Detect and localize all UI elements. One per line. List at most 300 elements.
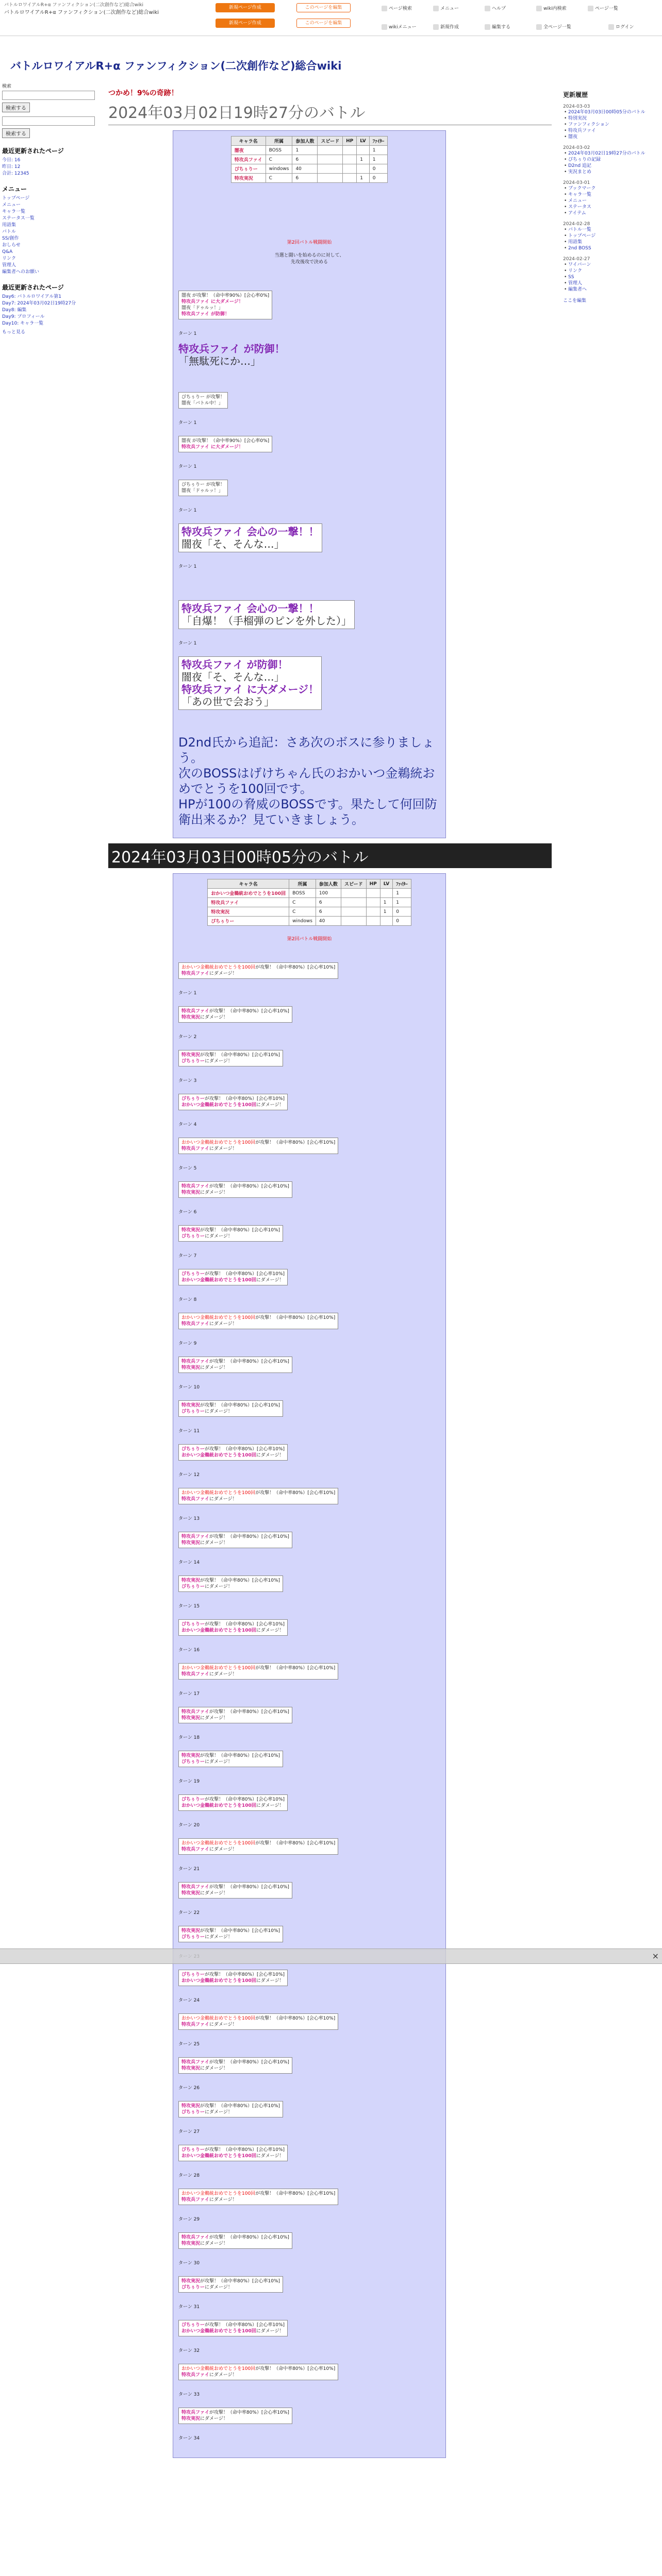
history-item[interactable]: • トップページ <box>563 233 661 239</box>
today-count: 今日: 16 <box>2 158 21 163</box>
table-cell <box>341 917 366 926</box>
attack-text: が攻撃！ <box>200 2104 219 2109</box>
rate-text: （命中率80%）[会心率10%] <box>223 1447 285 1452</box>
link-edit[interactable]: 編集する <box>485 23 510 30</box>
table-cell: 0 <box>393 917 411 926</box>
table-cell: 6 <box>292 174 318 183</box>
history-item[interactable]: • キャラ一覧 <box>563 192 661 198</box>
table-cell: 1 <box>393 889 411 898</box>
actor-name: おかいつ金鵜統おめでとうを100回 <box>181 1666 256 1671</box>
actor-name: ぴちぅりー <box>181 1797 205 1802</box>
turn-line: ターン 10 <box>178 1385 200 1390</box>
attack-text: が攻撃！ <box>209 1709 228 1715</box>
menu-item[interactable]: メニュー <box>2 202 21 208</box>
damage-text: にダメージ！ <box>209 2197 237 2202</box>
recent-item[interactable]: Day9: プロフィール <box>2 314 45 319</box>
turn-line: ターン 5 <box>178 1166 197 1171</box>
target-name: 特攻兵ファイ <box>181 2022 209 2027</box>
target-name: 特攻実況 <box>181 1540 201 1546</box>
damage-text: にダメージ！ <box>209 1497 237 1502</box>
table-header: キャラ名 <box>208 879 289 889</box>
target-name: 特攻兵ファイ <box>181 971 209 976</box>
attack-text: が攻撃！ <box>255 1315 274 1320</box>
table-cell: 100 <box>316 889 341 898</box>
rate-text: （命中率80%）[会心率10%] <box>223 1797 285 1802</box>
actor-name: おかいつ金鵜統おめでとうを100回 <box>181 965 256 970</box>
target-name: 特攻実況 <box>181 2416 201 2421</box>
history-date: 2024-02-28 <box>563 222 590 227</box>
table-cell: 特攻実況 <box>231 174 266 183</box>
damage-text: にダメージ！ <box>209 1672 237 1677</box>
table-cell: 0 <box>393 907 411 917</box>
table-cell: おかいつ金鵜統おめでとうを100回 <box>208 889 289 898</box>
recent-item[interactable]: Day10: キャラ一覧 <box>2 321 44 326</box>
table-cell <box>343 146 357 155</box>
battle-message <box>178 2189 338 2205</box>
rate-text: （命中率80%）[会心率10%] <box>223 2147 285 2153</box>
table-row <box>208 898 411 907</box>
edit-page-button-2[interactable]: このページを編集 <box>296 19 351 28</box>
battle-message <box>178 1094 288 1110</box>
table-cell: C <box>266 174 292 183</box>
table-cell <box>343 155 357 164</box>
table-header: 参加人数 <box>292 137 318 146</box>
table-cell: 1 <box>393 898 411 907</box>
turn-line: ターン 1 <box>178 464 197 469</box>
history-item[interactable]: • 編集者へ <box>563 286 661 293</box>
history-item[interactable]: • 特攻兵ファイ <box>563 128 661 134</box>
turn-line: ターン 6 <box>178 1210 197 1215</box>
rate-text: （命中率80%）[会心率10%] <box>219 1053 280 1058</box>
actor-name: ぴちぅりー <box>181 1972 205 1977</box>
table-cell <box>366 907 380 917</box>
target-name: ぴちぅりー <box>181 1935 205 1940</box>
link-wiki-search[interactable]: wiki内検索 <box>536 5 567 11</box>
new-page-button[interactable]: 新規ページ作成 <box>216 3 275 12</box>
attack-text: が攻撃！ <box>200 1578 219 1583</box>
rate-text: （命中率80%）[会心率10%] <box>223 1272 285 1277</box>
actor-name: 特攻兵ファイ <box>181 1885 209 1890</box>
damage-text: にダメージ！ <box>256 1978 284 1984</box>
table-cell: 1 <box>369 146 388 155</box>
damage-text: にダメージ！ <box>200 2241 228 2246</box>
target-name: おかいつ金鵜統おめでとうを100回 <box>181 1453 256 1458</box>
battle-title-2: 2024年03月03日00時05分のバトル <box>108 843 552 868</box>
turn-line: ターン 32 <box>178 2348 200 2353</box>
battle-message <box>178 1532 292 1548</box>
attack-text: が攻撃！ <box>200 2279 219 2284</box>
site-logo[interactable] <box>4 2 159 32</box>
damage-text: にダメージ！ <box>256 2154 284 2159</box>
damage-text: にダメージ！ <box>209 971 237 976</box>
table-cell <box>343 164 357 174</box>
damage-text: にダメージ！ <box>200 1365 228 1370</box>
turn-line: ターン 28 <box>178 2173 200 2178</box>
table-cell <box>380 917 392 926</box>
menu-item[interactable]: 管理人 <box>2 263 16 268</box>
new-page-button-2[interactable]: 新規ページ作成 <box>216 19 275 28</box>
attack-text: が攻撃！ <box>209 2060 228 2065</box>
left-sidebar <box>2 82 100 336</box>
table-header: LV <box>380 879 392 889</box>
history-item[interactable]: • SS <box>563 274 661 280</box>
table-cell <box>318 146 343 155</box>
attack-text: が攻撃！ <box>200 1228 219 1233</box>
turn-line: ターン 1 <box>178 331 197 336</box>
table-row <box>231 155 387 164</box>
history-item[interactable]: • 2nd BOSS <box>563 245 661 251</box>
link-login[interactable]: ログイン <box>608 23 634 30</box>
turn-line: ターン 26 <box>178 2086 200 2091</box>
attack-text: が攻撃！ <box>255 1490 274 1496</box>
target-name: 特攻実況 <box>181 1190 201 1195</box>
battle-message: 特攻兵ファイ 会心の一撃！！ 「自爆！（手榴弾のピンを外した）」 <box>178 600 355 629</box>
table-cell: 特攻兵ファイ <box>231 155 266 164</box>
attack-text: が攻撃！ <box>200 1053 219 1058</box>
sidebar-search-input-2[interactable] <box>2 116 95 126</box>
damage-text: にダメージ！ <box>205 1584 233 1589</box>
battle-intro: 第2回バトル戦闘開始 <box>287 937 332 942</box>
battle-message <box>178 1838 338 1855</box>
table-cell: 1 <box>357 174 369 183</box>
damage-text: にダメージ！ <box>209 2022 237 2027</box>
history-item[interactable]: • 2024年03月03日00時05分のバトル <box>563 109 661 115</box>
menu-icon <box>433 6 439 11</box>
table-header: スピード <box>318 137 343 146</box>
table-cell: 特攻実況 <box>208 907 289 917</box>
menu-item[interactable]: キャラ一覧 <box>2 209 26 214</box>
actor-name: ぴちぅりー <box>181 1622 205 1627</box>
actor-name: ぴちぅりー <box>181 2323 205 2328</box>
history-item[interactable]: • ブックマーク <box>563 185 661 192</box>
table-cell <box>343 174 357 183</box>
table-header: 所属 <box>266 137 292 146</box>
attack-text: が攻撃！ <box>205 2323 224 2328</box>
menu-item[interactable]: バトル <box>2 229 16 234</box>
history-item[interactable]: • ワイバーン <box>563 262 661 268</box>
table-cell: 1 <box>357 155 369 164</box>
attack-text: が攻撃！ <box>255 1841 274 1846</box>
menu-item[interactable]: 用語集 <box>2 223 16 228</box>
damage-text: にダメージ！ <box>200 1891 228 1896</box>
link-menu[interactable]: メニュー <box>433 5 459 11</box>
battle-message <box>178 1488 338 1504</box>
turn-line: ターン 3 <box>178 1078 197 1083</box>
rate-text: （命中率80%）[会心率10%] <box>227 1009 289 1014</box>
target-name: 特攻実況 <box>181 1365 201 1370</box>
table-row <box>231 174 387 183</box>
target-name: ぴちぅりー <box>181 1059 205 1064</box>
table-cell: BOSS <box>289 889 316 898</box>
link-help[interactable]: ヘルプ <box>485 5 506 11</box>
table-cell <box>341 907 366 917</box>
table-header-row <box>208 879 411 889</box>
recent-item[interactable]: Day6: バトルロワイアル第1 <box>2 294 62 299</box>
recent-item[interactable]: Day8: 編集 <box>2 308 27 313</box>
table-cell <box>341 889 366 898</box>
attack-text: が攻撃！ <box>200 1928 219 1934</box>
attack-text: が攻撃！ <box>205 1096 224 1101</box>
attack-text: が攻撃！ <box>255 1666 274 1671</box>
damage-text: にダメージ！ <box>256 2329 284 2334</box>
damage-text: にダメージ！ <box>209 1146 237 1151</box>
rate-text: （命中率80%）[会心率10%] <box>274 1315 336 1320</box>
target-name: 特攻兵ファイ <box>181 1847 209 1852</box>
actor-name: おかいつ金鵜統おめでとうを100回 <box>181 2016 256 2021</box>
history-item[interactable]: • 特別実況 <box>563 115 661 122</box>
turn-line: ターン 1 <box>178 508 197 513</box>
history-item[interactable]: • アイテム <box>563 210 661 216</box>
battle-message: ぴちぅりー が攻撃！ 闇夜「バトル中！」 <box>178 392 228 409</box>
history-item[interactable]: • バトル一覧 <box>563 227 661 233</box>
turn-line: ターン 20 <box>178 1823 200 1828</box>
right-sidebar <box>563 90 661 303</box>
turn-line: ターン 2 <box>178 1035 197 1040</box>
target-name: おかいつ金鵜統おめでとうを100回 <box>181 1978 256 1984</box>
target-name: 特攻実況 <box>181 2241 201 2246</box>
history-item[interactable]: • D2nd 追記 <box>563 163 661 169</box>
table-cell: 特攻兵ファイ <box>208 898 289 907</box>
table-cell: C <box>289 898 316 907</box>
attack-text: が攻撃！ <box>209 1534 228 1539</box>
menu-item[interactable]: 編集者へのお願い <box>2 269 40 275</box>
history-item[interactable]: • 用語集 <box>563 239 661 245</box>
actor-name: 特攻兵ファイ <box>181 2235 209 2240</box>
menu-item[interactable]: リンク <box>2 256 16 261</box>
damage-text: にダメージ！ <box>205 2110 233 2115</box>
attack-text: が攻撃！ <box>205 1447 224 1452</box>
table-cell: 1 <box>380 898 392 907</box>
main-content <box>108 88 552 2458</box>
battle-message <box>178 2364 338 2380</box>
turn-line: ターン 1 <box>178 641 197 646</box>
sidebar-search-button-2[interactable]: 検索する <box>2 128 30 138</box>
history-item[interactable]: • ファンフィクション <box>563 122 661 128</box>
battle-message <box>178 962 338 979</box>
table-cell: 闇夜 <box>231 146 266 155</box>
attack-text: が攻撃！ <box>205 1622 224 1627</box>
turn-line: ターン 22 <box>178 1910 200 1916</box>
table-header: HP <box>366 879 380 889</box>
history-item[interactable]: • ステータス <box>563 204 661 210</box>
link-search[interactable]: ページ検索 <box>382 5 412 11</box>
link-page-list[interactable]: ページ一覧 <box>588 5 618 11</box>
battle-message <box>178 1400 283 1417</box>
table-cell <box>318 155 343 164</box>
rate-text: （命中率80%）[会心率10%] <box>223 1622 285 1627</box>
wiki-icon <box>382 24 387 30</box>
table-row <box>208 889 411 898</box>
table-cell: ぴちぅりー <box>208 917 289 926</box>
rate-text: （命中率80%）[会心率10%] <box>274 2016 336 2021</box>
table-cell: 40 <box>316 917 341 926</box>
rate-text: （命中率80%）[会心率10%] <box>219 1928 280 1934</box>
battle-log-1 <box>173 130 446 838</box>
battle-message <box>178 2320 288 2336</box>
history-item[interactable]: • リンク <box>563 268 661 274</box>
attack-text: が攻撃！ <box>255 965 274 970</box>
actor-name: 特攻兵ファイ <box>181 1184 209 1189</box>
target-name: 特攻兵ファイ <box>181 1146 209 1151</box>
battle-message-big: 「無駄死にか…」 <box>178 355 261 367</box>
page-notice: つかめ！9%の奇跡！ <box>108 89 178 97</box>
battle-message: 闇夜 が攻撃！（命中率90%）[会心率0%] 特攻兵ファイ に大ダメージ！ 闇夜「ドゥルッ！」 特攻兵ファイ が防御！ <box>178 291 272 319</box>
table-row <box>208 917 411 926</box>
actor-name: ぴちぅりー <box>181 1272 205 1277</box>
attack-text: が攻撃！ <box>255 2016 274 2021</box>
history-more[interactable]: ここを編集 <box>563 298 587 303</box>
table-cell <box>366 917 380 926</box>
battle-message <box>178 1707 292 1723</box>
battle-message <box>178 2013 338 2030</box>
turn-line: ターン 15 <box>178 1604 200 1609</box>
table-row <box>231 146 387 155</box>
menu-item[interactable]: トップページ <box>2 196 30 201</box>
table-cell: ぴちぅりー <box>231 164 266 174</box>
battle-message: 闇夜 が攻撃！（命中率90%）[会心率0%] 特攻兵ファイ に大ダメージ！ <box>178 436 272 452</box>
target-name: ぴちぅりー <box>181 1409 205 1414</box>
battle-message: 特攻兵ファイ が防御！ 闇夜「そ、そんな…」 特攻兵ファイ に大ダメージ！ 「あの世で会おう」 <box>178 656 322 710</box>
actor-name: おかいつ金鵜統おめでとうを100回 <box>181 2366 256 2371</box>
turn-line: ターン 19 <box>178 1779 200 1784</box>
damage-text: にダメージ！ <box>200 1190 228 1195</box>
history-item[interactable]: • メニュー <box>563 198 661 204</box>
turn-line: ターン 11 <box>178 1429 200 1434</box>
target-name: ぴちぅりー <box>181 2285 205 2290</box>
turn-line: ターン 18 <box>178 1735 200 1740</box>
table-header: スピード <box>341 879 366 889</box>
yesterday-count: 昨日: 12 <box>2 164 21 170</box>
search-icon <box>382 6 387 11</box>
link-all-pages[interactable]: 全ページ一覧 <box>536 23 571 30</box>
total-count: 合計: 12345 <box>2 171 29 176</box>
attack-text: が攻撃！ <box>200 1403 219 1408</box>
rate-text: （命中率80%）[会心率10%] <box>219 1578 280 1583</box>
battle-message <box>178 2057 292 2074</box>
attack-text: が攻撃！ <box>205 1272 224 1277</box>
turn-line: ターン 21 <box>178 1867 200 1872</box>
target-name: ぴちぅりー <box>181 1584 205 1589</box>
d2-note: 次のBOSSはげけちゃん氏のおかいつ金鵜統おめでとうを100回です。 <box>178 766 435 796</box>
table-cell: 6 <box>316 898 341 907</box>
link-new[interactable]: 新規作成 <box>433 23 459 30</box>
damage-text: にダメージ！ <box>209 2372 237 2378</box>
table-cell: 40 <box>292 164 318 174</box>
rate-text: （命中率80%）[会心率10%] <box>227 1885 289 1890</box>
actor-name: 特攻実況 <box>181 1053 201 1058</box>
edit-page-button[interactable]: このページを編集 <box>296 3 351 12</box>
target-name: おかいつ金鵜統おめでとうを100回 <box>181 1278 256 1283</box>
turn-line: ターン 16 <box>178 1648 200 1653</box>
table-row <box>231 164 387 174</box>
damage-text: にダメージ！ <box>205 1059 233 1064</box>
table-header: 所属 <box>289 879 316 889</box>
attack-text: が攻撃！ <box>205 1797 224 1802</box>
recent-item[interactable]: Day7: 2024年03月02日19時27分 <box>2 301 76 306</box>
table-cell: 0 <box>369 164 388 174</box>
damage-text: にダメージ！ <box>205 1234 233 1239</box>
damage-text: にダメージ！ <box>256 1453 284 1458</box>
sidebar-search-input[interactable] <box>2 91 95 100</box>
rate-text: （命中率80%）[会心率10%] <box>227 1359 289 1364</box>
table-cell: 6 <box>292 155 318 164</box>
history-item[interactable]: • 実況まとめ <box>563 169 661 175</box>
history-item[interactable]: • ぴちぅりの記録 <box>563 157 661 163</box>
battle-message <box>178 1138 338 1154</box>
battle-message <box>178 1313 338 1329</box>
battle-message <box>178 2101 283 2117</box>
table-cell: C <box>289 907 316 917</box>
target-name: おかいつ金鵜統おめでとうを100回 <box>181 2154 256 2159</box>
rate-text: （命中率80%）[会心率10%] <box>223 2323 285 2328</box>
battle-message <box>178 1751 283 1767</box>
history-item[interactable]: • 管理人 <box>563 280 661 286</box>
menu-item[interactable]: おしらせ <box>2 243 21 248</box>
history-date: 2024-03-01 <box>563 180 590 185</box>
rate-text: （命中率80%）[会心率10%] <box>227 1709 289 1715</box>
list-icon <box>588 6 593 11</box>
actor-name: 特攻実況 <box>181 2279 201 2284</box>
more-link[interactable]: もっと見る <box>2 330 26 335</box>
help-icon <box>485 6 490 11</box>
battle-message <box>178 1882 292 1899</box>
damage-text: にダメージ！ <box>205 1409 233 1414</box>
menu-item[interactable]: SS/創作 <box>2 236 19 241</box>
table-cell <box>318 164 343 174</box>
participants-table-2 <box>207 879 411 926</box>
attack-text: が攻撃！ <box>205 1972 224 1977</box>
table-cell <box>366 889 380 898</box>
actor-name: 特攻実況 <box>181 1578 201 1583</box>
site-title[interactable]: バトルロワイアルR+α ファンフィクション(二次創作など)総合wiki <box>10 60 342 72</box>
target-name: ぴちぅりー <box>181 2110 205 2115</box>
turn-line: ターン 30 <box>178 2261 200 2266</box>
link-wiki-menu[interactable]: wikiメニュー <box>382 23 417 30</box>
battle-log-2 <box>173 873 446 2458</box>
battle-message <box>178 1926 283 1942</box>
table-cell <box>366 898 380 907</box>
target-name: おかいつ金鵜統おめでとうを100回 <box>181 1103 256 1108</box>
table-cell: 1 <box>380 907 392 917</box>
close-icon[interactable]: × <box>652 1951 659 1961</box>
rate-text: （命中率80%）[会心率10%] <box>274 2191 336 2196</box>
menu-item[interactable]: Q&A <box>2 249 13 255</box>
table-cell <box>380 889 392 898</box>
actor-name: 特攻兵ファイ <box>181 1709 209 1715</box>
battle-message-big: 特攻兵ファイ が防御！ <box>178 343 285 355</box>
site-label-2: バトルロワイアルR+α ファンフィクション(二次創作など)総合wiki <box>4 10 159 15</box>
table-cell: C <box>266 155 292 164</box>
menu-item[interactable]: ステータス一覧 <box>2 216 35 221</box>
sidebar-search-button[interactable]: 検索する <box>2 103 30 112</box>
history-date: 2024-02-27 <box>563 257 590 262</box>
rate-text: （命中率80%）[会心率10%] <box>274 1490 336 1496</box>
turn-line: ターン 17 <box>178 1691 200 1697</box>
actor-name: 特攻兵ファイ <box>181 2060 209 2065</box>
history-item[interactable]: • 2024年03月02日19時27分のバトル <box>563 150 661 157</box>
attack-text: が攻撃！ <box>205 2147 224 2153</box>
target-name: 特攻実況 <box>181 1015 201 1020</box>
top-bar <box>0 0 662 36</box>
history-heading: 更新履歴 <box>563 91 588 98</box>
table-header: HP <box>343 137 357 146</box>
target-name: 特攻兵ファイ <box>181 2197 209 2202</box>
turn-line: ターン 7 <box>178 1253 197 1259</box>
history-item[interactable]: • 闇夜 <box>563 134 661 140</box>
battle-message <box>178 1444 288 1461</box>
table-header-row <box>231 137 387 146</box>
battle-message <box>178 1619 288 1636</box>
